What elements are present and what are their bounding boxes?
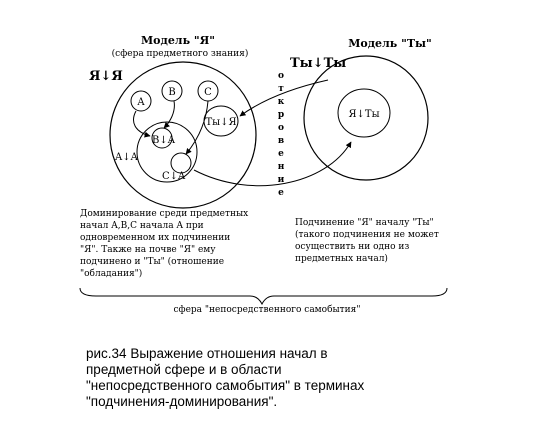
right-note-line: предметных начал)	[295, 254, 388, 264]
right-note	[295, 218, 439, 264]
right-note-line: Подчинение "Я" началу "Ты"	[295, 218, 434, 228]
model-you-title: Модель "Ты"	[348, 37, 432, 50]
revelation-vertical-text	[278, 71, 285, 198]
self-sphere-circle	[110, 62, 256, 208]
sphere-brace	[80, 288, 447, 304]
ya-ty-label: Я↓Ты	[348, 109, 380, 120]
revelation-letter: т	[278, 84, 284, 94]
revelation-letter: р	[277, 110, 285, 120]
revelation-letter: е	[278, 149, 284, 159]
revelation-letter: н	[277, 162, 285, 172]
model-self-subtitle: (сфера предметного знания)	[111, 49, 249, 59]
revelation-letter: и	[277, 175, 285, 185]
left-note-line: Доминирование среди предметных	[80, 209, 249, 219]
ty-ya-label: Ты↓Я	[205, 117, 237, 128]
arrow-self-to-you	[194, 142, 351, 186]
revelation-letter: к	[277, 97, 285, 107]
figure-caption	[86, 346, 506, 410]
b-a-label: B↓A	[152, 135, 175, 146]
revelation-letter: о	[277, 71, 285, 81]
caption-line: рис.34 Выражение отношения начал в	[86, 346, 328, 361]
revelation-letter: е	[278, 188, 284, 198]
left-note-line: подчинено и "Ты" (отношение	[80, 257, 225, 267]
caption-line: "подчинения-доминирования".	[86, 394, 278, 409]
arrow-a-to-ba	[134, 111, 150, 136]
revelation-letter: о	[277, 123, 285, 133]
caption-line: "непосредственного самобытия" в терминах	[86, 378, 365, 393]
right-note-line: (такого подчинения не может	[295, 230, 439, 240]
left-note-line: начал A,B,C начала A при	[80, 221, 204, 231]
model-self-relation: Я↓Я	[89, 69, 123, 84]
caption-line: предметной сфере и в области	[86, 362, 282, 377]
c-a-circle	[171, 153, 191, 173]
c-a-label: C↓A	[162, 171, 186, 182]
model-you-relation: Ты↓Ты	[290, 56, 347, 71]
right-note-line: осуществить ни одно из	[295, 242, 410, 252]
left-note-line: одновременном их подчинении	[80, 233, 231, 243]
arrow-b-to-ba	[164, 101, 174, 128]
revelation-letter: в	[277, 136, 285, 146]
model-self-title: Модель "Я"	[140, 34, 216, 47]
circle-b-label: B	[168, 87, 176, 98]
circle-c-label: C	[204, 87, 212, 98]
left-note	[80, 209, 248, 279]
circle-a-label: A	[137, 97, 145, 108]
a-a-label: A↓A	[115, 152, 138, 163]
left-note-line: "обладания")	[80, 269, 143, 279]
left-note-line: "Я". Также на почве "Я" ему	[80, 245, 216, 255]
sphere-label: сфера "непосредственного самобытия"	[173, 305, 361, 315]
